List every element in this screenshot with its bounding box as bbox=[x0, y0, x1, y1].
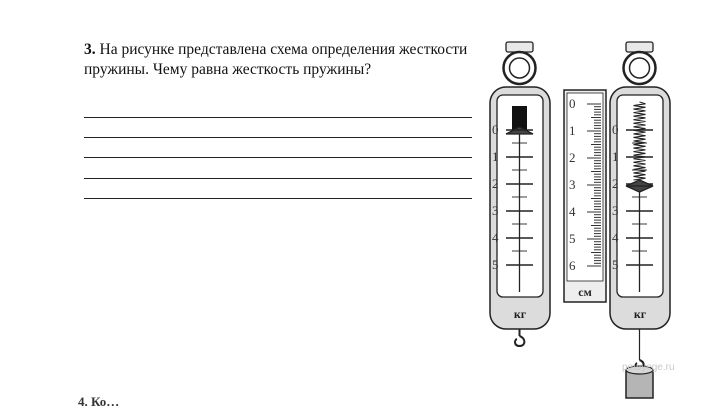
right-unit-label: кг bbox=[633, 307, 647, 321]
ruler-unit-label: см bbox=[578, 285, 592, 299]
ruler-tick-label: 4 bbox=[569, 204, 576, 219]
left-tick-label: 0 bbox=[492, 122, 499, 137]
answer-line[interactable] bbox=[84, 137, 472, 138]
question-number: 3. bbox=[84, 41, 96, 58]
right-spring-scale bbox=[610, 42, 670, 398]
ruler-tick-label: 1 bbox=[569, 123, 576, 138]
ruler-tick-label: 0 bbox=[569, 96, 576, 111]
left-spring-scale bbox=[490, 42, 550, 346]
next-question-fragment: 4. Ко… bbox=[78, 394, 120, 409]
answer-line[interactable] bbox=[84, 117, 472, 118]
question-block bbox=[84, 40, 484, 80]
left-unit-label: кг bbox=[513, 307, 527, 321]
ruler-tick-label: 3 bbox=[569, 177, 576, 192]
right-tick-label: 5 bbox=[612, 257, 619, 272]
right-tick-label: 1 bbox=[612, 149, 619, 164]
ruler-tick-label: 2 bbox=[569, 150, 576, 165]
answer-line[interactable] bbox=[84, 178, 472, 179]
left-tick-label: 4 bbox=[492, 230, 499, 245]
left-tick-label: 1 bbox=[492, 149, 499, 164]
right-tick-label: 4 bbox=[612, 230, 619, 245]
right-tick-label: 3 bbox=[612, 203, 619, 218]
watermark: решуege.ru bbox=[622, 362, 675, 373]
ruler-tick-label: 6 bbox=[569, 258, 576, 273]
spring-scales-figure bbox=[470, 30, 700, 400]
ruler-tick-label: 5 bbox=[569, 231, 576, 246]
right-tick-label: 0 bbox=[612, 122, 619, 137]
left-tick-label: 3 bbox=[492, 203, 499, 218]
left-tick-label: 2 bbox=[492, 176, 499, 191]
question-text: На рисунке представлена схема определения жесткости пружины. Чему равна жесткость пружины? bbox=[84, 41, 468, 78]
answer-lines bbox=[84, 117, 472, 218]
right-tick-label: 2 bbox=[612, 176, 619, 191]
answer-line[interactable] bbox=[84, 198, 472, 199]
left-tick-label: 5 bbox=[492, 257, 499, 272]
answer-line[interactable] bbox=[84, 157, 472, 158]
